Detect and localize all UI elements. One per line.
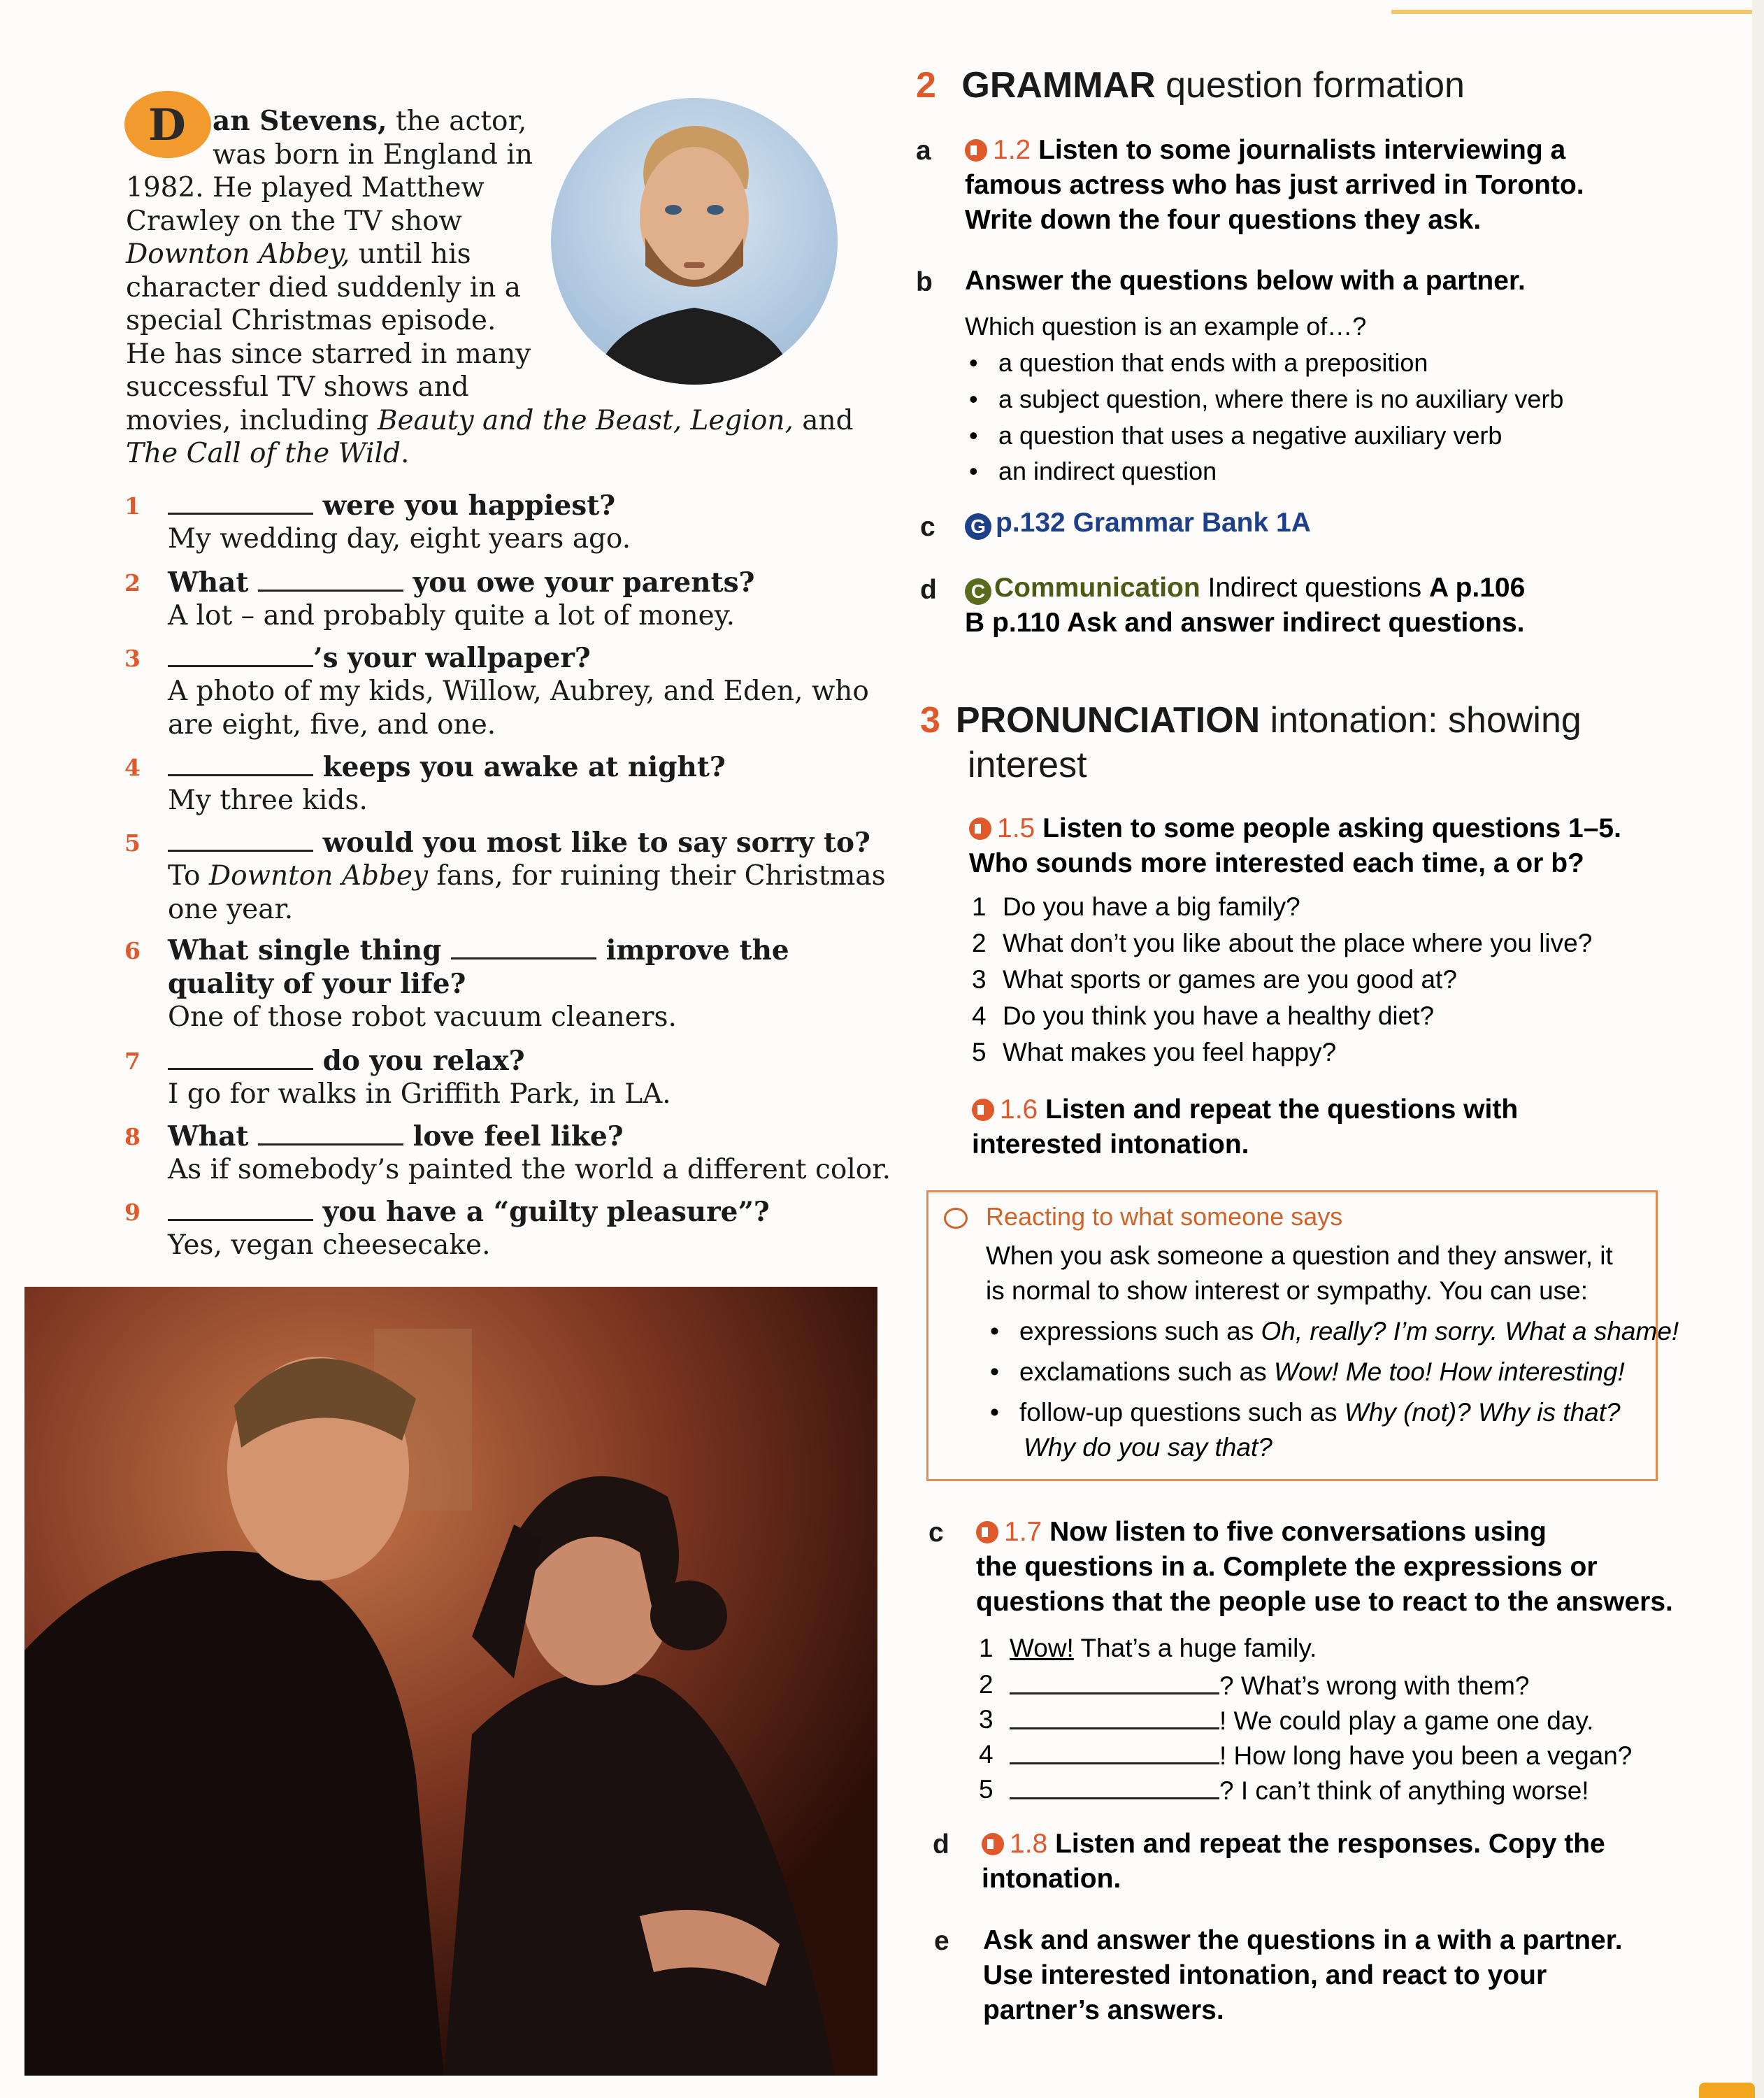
communication-link[interactable]: C Communication Indirect questions A p.106 B p.110 Ask and answer indirect questions.	[965, 573, 1526, 638]
speech-bubble-icon	[944, 1208, 968, 1229]
grammar-bank-icon: G	[965, 513, 991, 540]
answer-blank[interactable]	[168, 1046, 313, 1070]
exercise-label-c: c	[928, 1518, 944, 1548]
audio-icon[interactable]	[969, 818, 991, 840]
exercise-label-e: e	[934, 1926, 949, 1956]
pronunciation-a-text: 1.5 Listen to some people asking questions 1–5. Who sounds more interested each time, a or b?	[969, 813, 1621, 878]
pronunciation-d-text: 1.8 Listen and repeat the responses. Copy the intonation.	[982, 1829, 1605, 1894]
exercise-label-a: a	[916, 136, 931, 166]
pronunciation-b-text: 1.6 Listen and repeat the questions with interested intonation.	[972, 1094, 1519, 1159]
tip-box	[926, 1190, 1679, 1481]
tip-bullet-cont: Why do you say that?	[1024, 1433, 1272, 1462]
grammar-heading: 2 GRAMMAR question formation	[916, 65, 1465, 106]
communication-icon: C	[965, 578, 991, 605]
answer-blank[interactable]	[168, 1197, 313, 1221]
answer-blank[interactable]	[1010, 1670, 1219, 1694]
grammar-b-intro: Which question is an example of…?	[965, 312, 1367, 341]
answer-blank[interactable]	[168, 827, 313, 852]
tip-bullet: • exclamations such as Wow! Me too! How interesting!	[990, 1357, 1625, 1386]
intro-text: an Stevens, the actor, was born in England in 1982. He played Matthew Crawley on the TV show Downton Abbey, until his character died suddenly in a special Christmas episode. He has since starred in many successful TV shows and movies, including Beauty and the Beast, Legion, and The Call of the Wild.	[126, 105, 854, 469]
top-accent-line	[1391, 10, 1755, 14]
bullet-item: • a subject question, where there is no auxiliary verb	[998, 385, 1563, 414]
grammar-a-text: 1.2 Listen to some journalists interviewing a famous actress who has just arrived in Toronto. Write down the four questions they ask.	[965, 135, 1584, 235]
answer-blank[interactable]	[1010, 1740, 1219, 1764]
answer-blank[interactable]	[1010, 1775, 1219, 1799]
answer-blank[interactable]	[1010, 1705, 1219, 1729]
page-number-tab	[1699, 2083, 1755, 2098]
page-edge	[1752, 0, 1764, 2098]
exercise-label-d: d	[933, 1829, 949, 1860]
exercise-label-c: c	[920, 512, 935, 542]
exercise-label-b: b	[916, 267, 933, 297]
answer-blank[interactable]	[168, 643, 313, 667]
tip-title: Reacting to what someone says	[986, 1202, 1343, 1231]
answer-blank[interactable]	[451, 935, 596, 959]
scene-photo	[24, 1287, 877, 2076]
audio-icon[interactable]	[982, 1833, 1004, 1855]
audio-icon[interactable]	[965, 139, 987, 162]
answer-blank[interactable]	[258, 1121, 403, 1146]
answer-blank[interactable]	[168, 752, 313, 776]
tip-bullet: • expressions such as Oh, really? I’m sorry. What a shame!	[990, 1317, 1679, 1346]
audio-icon[interactable]	[976, 1521, 998, 1543]
tip-text: is normal to show interest or sympathy. You can use:	[986, 1276, 1589, 1305]
grammar-bank-link[interactable]: G p.132 Grammar Bank 1A	[965, 508, 1311, 540]
bullet-item: • an indirect question	[998, 457, 1217, 486]
pronunciation-c-text: 1.7 Now listen to five conversations using the questions in a. Complete the expressions or questions that the people use to react to the answers.	[976, 1517, 1673, 1617]
pronunciation-e-text: Ask and answer the questions in a with a partner. Use interested intonation, and react to your partner’s answers.	[983, 1925, 1623, 2025]
answer-blank[interactable]	[258, 567, 403, 592]
bullet-item: • a question that ends with a preposition	[998, 348, 1428, 378]
drop-cap: D	[124, 91, 211, 158]
answer-blank[interactable]	[168, 490, 313, 515]
tip-bullet: • follow-up questions such as Why (not)? Why is that?	[990, 1398, 1621, 1427]
bullet-item: • a question that uses a negative auxiliary verb	[998, 421, 1502, 450]
exercise-label-d: d	[920, 575, 937, 605]
pronunciation-heading: 3 PRONUNCIATION intonation: showing interest	[920, 700, 1582, 785]
grammar-b-text: Answer the questions below with a partner.	[965, 266, 1526, 296]
audio-icon[interactable]	[972, 1099, 994, 1121]
tip-text: When you ask someone a question and they answer, it	[986, 1241, 1613, 1270]
